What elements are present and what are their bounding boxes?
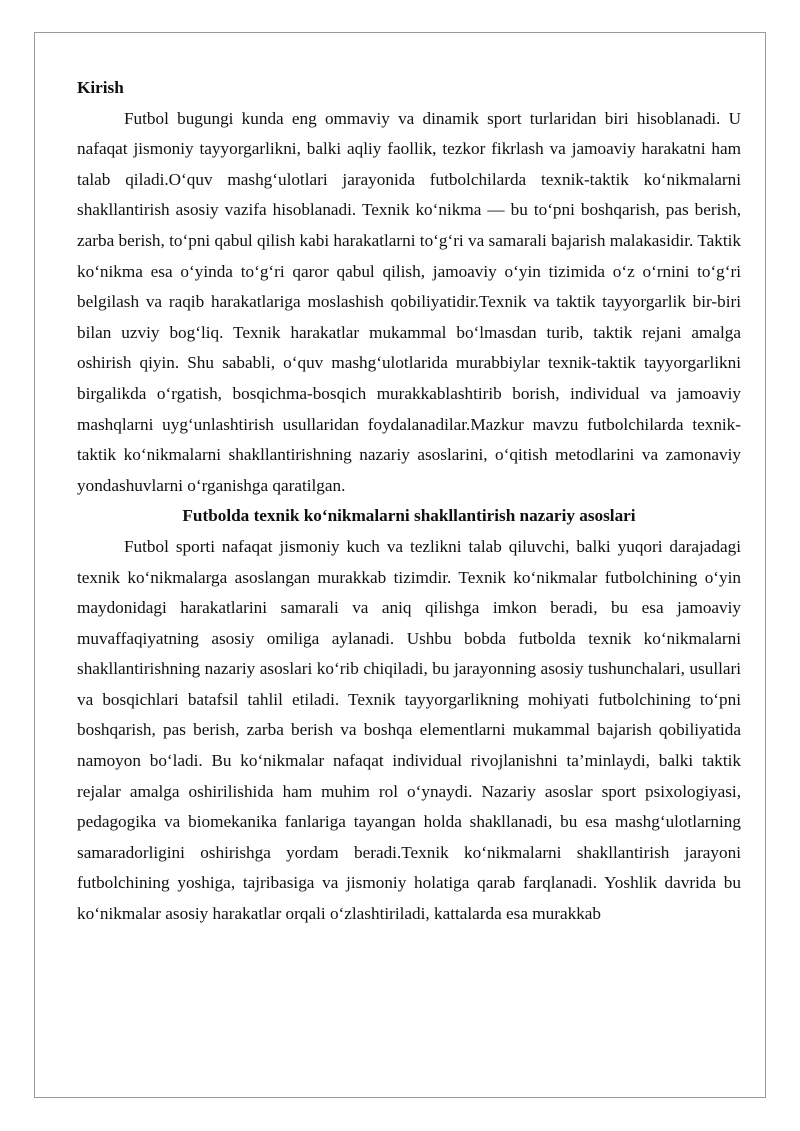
intro-heading: Kirish	[77, 78, 124, 97]
intro-paragraph: Futbol bugungi kunda eng ommaviy va dinamik sport turlaridan biri hisoblanadi. U nafaqat jismoniy tayyorgarlikni, balki aqliy faollik, tezkor fikrlash va jamoaviy harakatni ham talab qiladi.O‘quv mashg‘ulotlari jarayonida futbolchilarda texnik-taktik ko‘nikmalarni shakllantirish asosiy vazifa hisoblanadi. Texnik ko‘nikma — bu to‘pni boshqarish, pas berish, zarba berish, to‘pni qabul qilish kabi harakatlarni to‘g‘ri va samarali bajarish malakasidir. Taktik ko‘nikma esa o‘yinda to‘g‘ri qaror qabul qilish, jamoaviy o‘yin tizimida o‘z o‘rnini to‘g‘ri belgilash va raqib harakatlariga moslashish qobiliyatidir.Texnik va taktik tayyorgarlik bir-biri bilan uzviy bog‘liq. Texnik harakatlar mukammal bo‘lmasdan turib, taktik rejani amalga oshirish qiyin. Shu sababli, o‘quv mashg‘ulotlarida murabbiylar texnik-taktik tayyorgarlikni birgalikda o‘rgatish, bosqichma-bosqich murakkablashtirib borish, individual va jamoaviy mashqlarni uyg‘unlashtirish usullaridan foydalanadilar.Mazkur mavzu futbolchilarda texnik-taktik ko‘nikmalarni shakllantirishning nazariy asoslarini, o‘qitish metodlarini va zamonaviy yondashuvlarni o‘rganishga qaratilgan.	[77, 108, 741, 495]
section-heading: Futbolda texnik ko‘nikmalarni shakllantirish nazariy asoslari	[182, 506, 636, 526]
section-paragraph: Futbol sporti nafaqat jismoniy kuch va tezlikni talab qiluvchi, balki yuqori darajadagi texnik ko‘nikmalarga asoslangan murakkab tizimdir. Texnik ko‘nikmalar futbolchining o‘yin maydonidagi harakatlarini samarali va aniq qilishga imkon beradi, bu esa jamoaviy muvaffaqiyatning asosiy omiliga aylanadi. Ushbu bobda futbolda texnik ko‘nikmalarni shakllantirishning nazariy asoslari ko‘rib chiqiladi, bu jarayonning asosiy tushunchalari, usullari va bosqichlari batafsil tahlil etiladi. Texnik tayyorgarlikning mohiyati futbolchining to‘pni boshqarish, pas berish, zarba berish va boshqa elementlarni mukammal bajarish qobiliyatida namoyon bo‘ladi. Bu ko‘nikmalar nafaqat individual rivojlanishni ta’minlaydi, balki taktik rejalar amalga oshirilishida ham muhim rol o‘ynaydi. Nazariy asoslar sport psixologiyasi, pedagogika va biomekanika fanlariga tayangan holda shakllanadi, bu esa mashg‘ulotlarning samaradorligini oshirishga yordam beradi.Texnik ko‘nikmalarni shakllantirish jarayoni futbolchining yoshiga, tajribasiga va jismoniy holatiga qarab farqlanadi. Yoshlik davrida bu ko‘nikmalar asosiy harakatlar orqali o‘zlashtiriladi, kattalarda esa murakkab	[77, 536, 741, 924]
document-body	[77, 73, 741, 930]
